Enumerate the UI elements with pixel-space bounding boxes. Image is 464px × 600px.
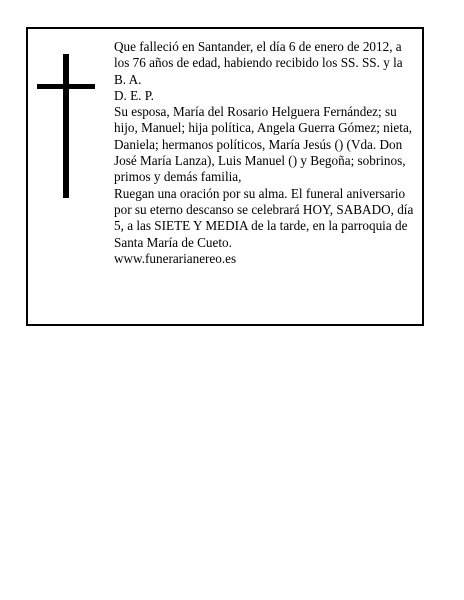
family-list: Su esposa, María del Rosario Helguera Fernández; su hijo, Manuel; hija política, Angela Guerra Gómez; nieta, Daniela; hermanos políticos, María Jesús () (Vda. Don José María Lanza), Luis Manuel () y Begoña; sobrinos, primos y demás familia, bbox=[114, 104, 413, 185]
rip-line: D. E. P. bbox=[114, 87, 154, 103]
funeral-details: Ruegan una oración por su alma. El funeral aniversario por su eterno descanso se celebrará HOY, SABADO, día 5, a las SIETE Y MEDIA de la tarde, en la parroquia de Santa María de Cueto. bbox=[114, 185, 414, 250]
funeral-home-website: www.funerarianereo.es bbox=[114, 250, 237, 266]
death-announcement: Que falleció en Santander, el día 6 de enero de 2012, a los 76 años de edad, habiendo recibido los SS. SS. y la B. A. bbox=[114, 39, 403, 87]
cross-vertical-bar bbox=[63, 54, 69, 198]
obituary-text bbox=[114, 39, 418, 267]
cross-horizontal-bar bbox=[37, 84, 95, 89]
cross-icon bbox=[37, 54, 95, 198]
